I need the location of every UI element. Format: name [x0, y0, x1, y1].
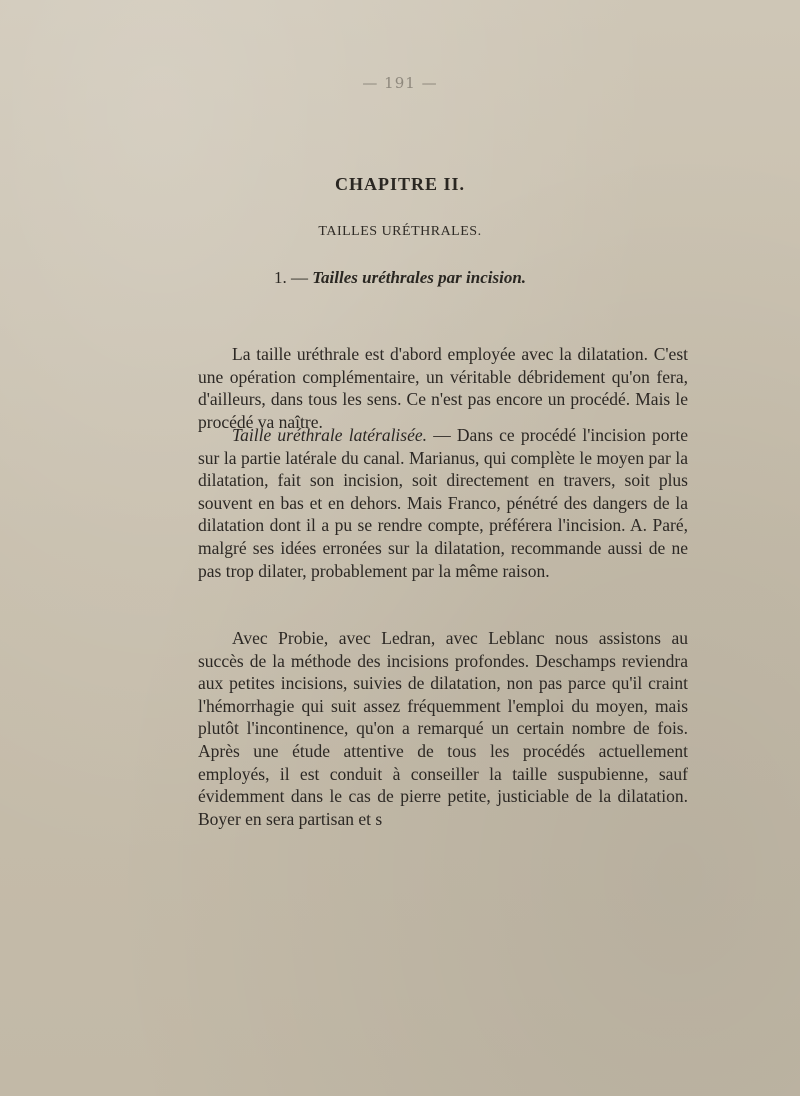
paragraph-1-text: La taille uréthrale est d'abord employée avec la dilatation. C'est une opération complémentaire, un véritable débridement qu'on fera, d'ailleurs, dans tous les sens. Ce n'est pas encore un procédé. Mais le procédé va naître.	[198, 344, 688, 432]
page-number: — 191 —	[362, 74, 438, 92]
section-title: TAILLES URÉTHRALES.	[318, 224, 482, 239]
paragraph-3	[198, 627, 688, 830]
chapter-title: CHAPITRE II.	[334, 174, 466, 194]
paragraph-2	[198, 424, 688, 582]
paragraph-2-lead: Taille uréthrale latéralisée.	[232, 425, 428, 445]
paragraph-2-body: — Dans ce procédé l'incision porte sur la partie latérale du canal. Marianus, qui complète le moyen par la dilatation, fait son incision, soit directement en travers, soit plus souvent en bas et en dehors. Mais Franco, pénétré des dangers de la dilatation dont il a pu se rendre compte, préférera l'incision. A. Paré, malgré ses idées erronées sur la dilatation, recommande aussi de ne pas trop dilater, probablement par la même raison.	[198, 425, 688, 581]
sub-heading-number: 1. —	[273, 268, 308, 287]
paragraph-2-text	[198, 424, 688, 582]
paragraph-1	[198, 343, 688, 433]
sub-heading	[0, 268, 800, 288]
sub-heading-title: Tailles uréthrales par incision.	[312, 268, 527, 287]
paragraph-3-text: Avec Probie, avec Ledran, avec Leblanc nous assistons au succès de la méthode des incisions profondes. Deschamps reviendra aux petites incisions, suivies de dilatation, non pas parce qu'il craint l'hémorrhagie qui suit assez fréquemment l'emploi du moyen, mais plutôt l'incontinence, qu'on a remarqué un certain nombre de fois. Après une étude attentive de tous les procédés actuellement employés, il est conduit à conseiller la taille suspubienne, sauf évidemment dans le cas de pierre petite, justiciable de la dilatation. Boyer en sera partisan et s	[198, 628, 688, 829]
